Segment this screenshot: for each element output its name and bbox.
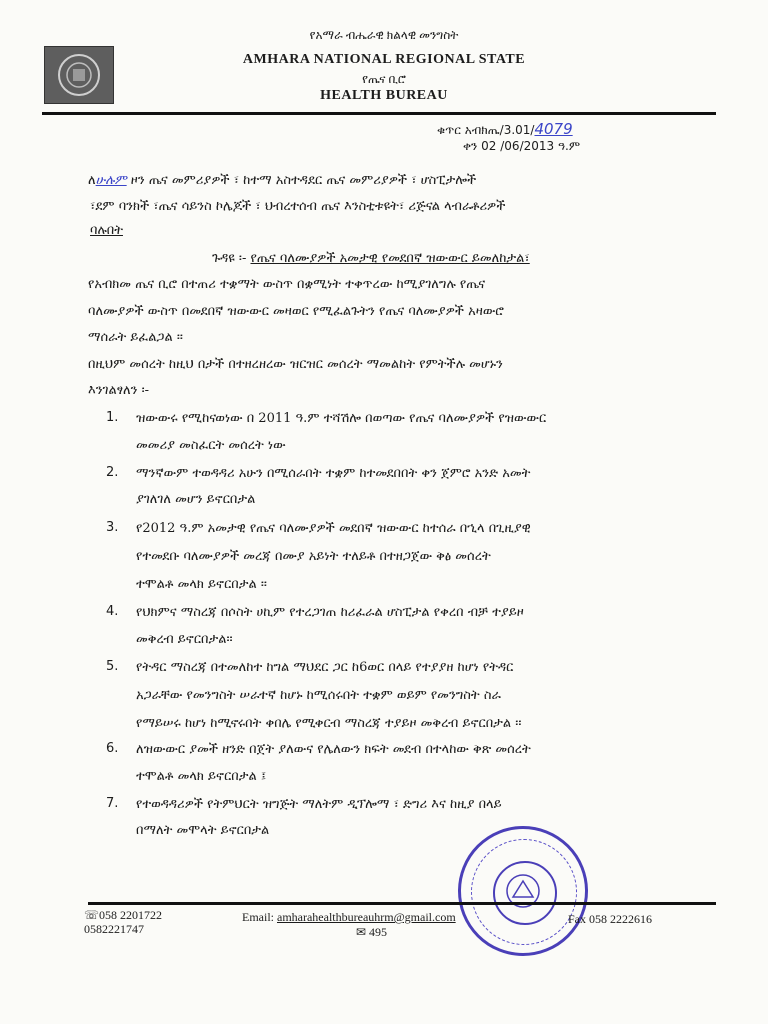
item-6-line-1: ለዝውውር ያመች ዘንድ በጀት ያለውና የሌለውን ክፍት መደብ በተላከው ቅጽ መሰረት (136, 742, 531, 757)
item-1-number: 1. (106, 410, 119, 425)
reference-number: 4079 (534, 120, 573, 138)
footer-phone-2: 0582221747 (84, 922, 144, 936)
item-7-number: 7. (106, 796, 119, 811)
item-5-line-2: አጋራቸው የመንግስት ሠራተኛ ከሆኑ ከሚሰሩበት ተቋም ወይም የመንግስት ስራ (136, 688, 501, 703)
item-2-line-2: ያገለገለ መሆን ይኖርበታል (136, 492, 256, 507)
item-7-line-1: የተወዳዳሪዎች የትምህርት ዝግጅት ማለትም ዲፕሎማ ፣ ድግሪ እና ከዚያ በላይ (136, 797, 502, 812)
letterhead-am-state: የአማራ ብሔራዊ ክልላዊ መንግስት (309, 28, 459, 42)
footer-email-link[interactable]: amharahealthbureauhrm@gmail.com (277, 910, 456, 924)
footer-email (242, 910, 456, 925)
footer-phone-1: ☏058 2201722 (84, 908, 163, 922)
letterhead-en-state: AMHARA NATIONAL REGIONAL STATE (242, 52, 526, 67)
official-stamp (458, 826, 588, 956)
item-5-line-3: የማይሠሩ ከሆነ ከሚኖሩበት ቀበሌ የሚቀርብ ማስረጃ ተያይዞ መቅረብ ይኖርበታል ፡፡ (136, 716, 522, 731)
addressee-prefix: ለ (88, 173, 96, 188)
item-2-number: 2. (106, 465, 119, 480)
item-3-line-3: ተሞልቶ መላክ ይኖርበታል ፡፡ (136, 577, 267, 592)
item-4-line-1: የህክምና ማስረጃ በሶስት ሀኪም የተረጋገጠ ከሪፈራል ሆስፒታል የቀረበ ብቻ ተያይዞ (136, 605, 524, 620)
subject-line (212, 250, 530, 267)
header-divider (42, 112, 716, 115)
item-4-line-2: መቅረብ ይኖርበታል። (136, 632, 233, 647)
subject-label: ጉዳዩ ፡- (212, 251, 247, 266)
footer-divider (88, 902, 716, 905)
addressee-handwritten: ሁሉም (95, 173, 127, 188)
addressee-line-3: ባሉበት (90, 223, 123, 238)
date-line (463, 139, 580, 154)
item-5-line-1: የትዳር ማስረጃ በተመለከተ ከግል ማህደር ጋር ከ6ወር በላይ የተያያዘ ከሆነ የትዳር (136, 660, 514, 675)
addressee-text-1: ዞን ጤና መምሪያዎች ፣ ከተማ አስተዳደር ጤና መምሪያዎች ፣ ሆስፒታሎች (130, 173, 477, 188)
footer-fax: Fax 058 2222616 (568, 912, 652, 926)
item-6-line-2: ተሞልቶ መላክ ይኖርበታል ፤ (136, 769, 267, 784)
date-value: 02 /06/2013 ዓ.ም (481, 139, 581, 153)
footer-pobox: ✉ 495 (356, 925, 388, 939)
reference-line (437, 120, 573, 138)
footer-email-label: Email: (242, 910, 274, 924)
letterhead-en-bureau: HEALTH BUREAU (320, 88, 448, 103)
item-1-line-2: መመሪያ መስፈርት መሰረት ነው (136, 438, 286, 453)
item-3-line-1: የ2012 ዓ.ም አመታዊ የጤና ባለሙያዎች መደበኛ ዝውውር ከተሰራ በኂላ በጊዚያዊ (136, 521, 531, 536)
item-3-number: 3. (106, 520, 119, 535)
paragraph-2-line-2: እንገልፃለን ፡- (88, 383, 150, 398)
paragraph-1-line-2: ባለሙያዎች ውስጥ በመደበኛ ዝውውር መዛወር የሚፈልጉትን የጤና ባለሙያዎች አዛውሮ (88, 304, 504, 319)
item-7-line-2: በማለት መሞላት ይኖርበታል (136, 823, 270, 838)
addressee-line-2: ፣ደም ባንክች ፣ጤና ሳይንስ ኮሌጆች ፣ ህብረተሰብ ጤና እንስቲቱዩት፣ ሪጅናል ላብራቶሪዎች (90, 199, 506, 214)
date-label: ቀን (463, 139, 478, 153)
reference-label: ቁጥር አብክጤ/3.01/ (437, 123, 535, 137)
letterhead-am-bureau: የጤና ቢሮ (362, 72, 406, 86)
subject-text: የጤና ባለሙያዎች አመታዊ የመደበኛ ዝውውር ይመለከታል፣ (250, 251, 530, 266)
item-6-number: 6. (106, 741, 119, 756)
item-4-number: 4. (106, 604, 119, 619)
item-5-number: 5. (106, 659, 119, 674)
addressee-line-1 (88, 172, 476, 189)
stamp-emblem-icon (493, 861, 557, 925)
item-2-line-1: ማንኛውም ተወዳዳሪ አሁን በሚሰራበት ተቋም ከተመደበበት ቀን ጀምሮ አንድ አመት (136, 466, 531, 481)
item-3-line-2: የተመደቡ ባለሙያዎች መረጃ በሙያ አይነት ተለይቶ በተዘጋጀው ቅፅ መሰረት (136, 549, 491, 564)
paragraph-2-line-1: በዚህም መሰረት ከዚህ በታች በተዘረዘረው ዝርዝር መሰረት ማመልከት የምትችሉ መሆኑን (88, 357, 503, 372)
paragraph-1-line-1: የአብክመ ጤና ቢሮ በተጠሪ ተቋማት ውስጥ በቋሚነት ተቀጥረው ከሚያገለግሉ የጤና (88, 277, 486, 292)
item-1-line-1: ዝውውሩ የሚከናወነው በ 2011 ዓ.ም ተሻሽሎ በወጣው የጤና ባለሙያዎች የዝውውር (136, 411, 547, 426)
paragraph-1-line-3: ማሰራት ይፈልጋል ፡፡ (88, 330, 183, 345)
